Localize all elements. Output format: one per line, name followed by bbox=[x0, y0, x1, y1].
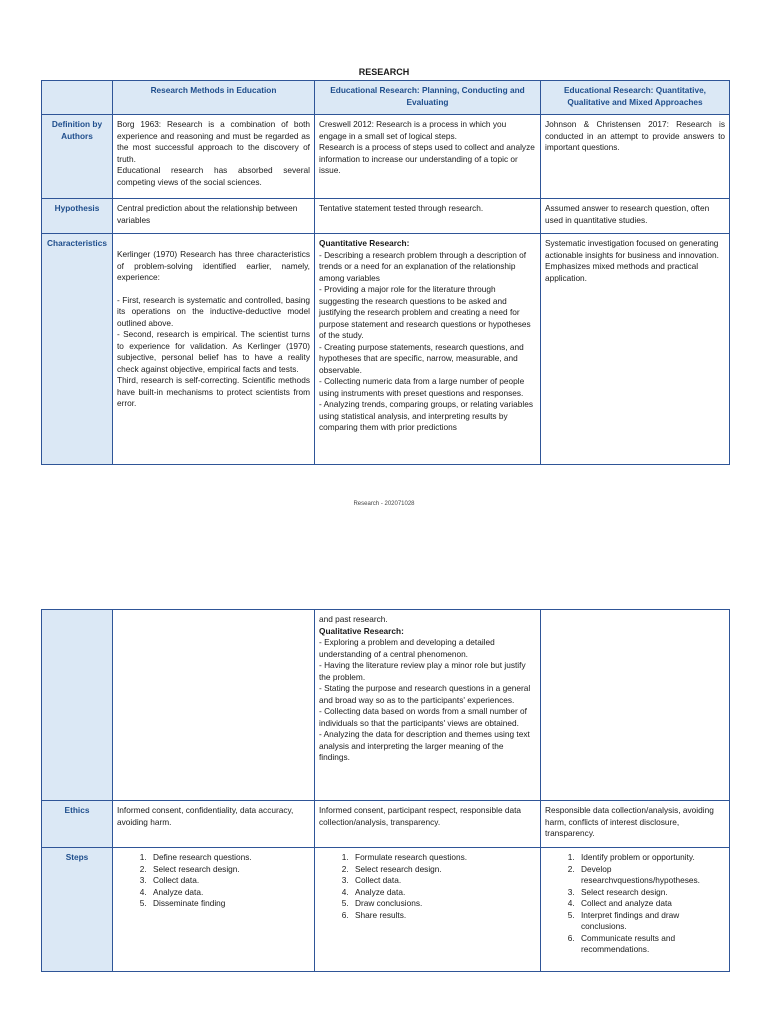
document-title: RESEARCH bbox=[358, 67, 410, 77]
steps-col-2-item: 5. Draw conclusions. bbox=[351, 898, 536, 910]
qualitative-heading: Qualitative Research: bbox=[319, 625, 404, 636]
steps-col-2-item: 4. Analyze data. bbox=[351, 887, 536, 899]
header-col-3: Educational Research: Quantitative, Qualitative and Mixed Approaches bbox=[541, 81, 730, 115]
hypothesis-col-2: Tentative statement tested through research. bbox=[315, 199, 541, 234]
characteristics-col-2-p2: - Providing a major role for the literature through suggesting the research questions to be asked and justifying the research problem and creating a need for purpose statement and research questions or hypotheses of the study. bbox=[319, 284, 531, 340]
steps-label: Steps bbox=[42, 848, 113, 972]
research-table-part-2 bbox=[41, 609, 730, 972]
continuation-col-2-p2: - Having the literature review play a minor role but justify the problem. bbox=[319, 660, 526, 682]
continuation-col-3 bbox=[541, 610, 730, 801]
hypothesis-label: Hypothesis bbox=[42, 199, 113, 234]
steps-col-3-item: 2. Develop researchvquestions/hypotheses. bbox=[577, 864, 725, 887]
continuation-col-2-p5: - Analyzing the data for description and themes using text analysis and interpreting the larger meaning of the findings. bbox=[319, 729, 530, 762]
continuation-col-2-p4: - Collecting data based on words from a small number of individuals so that the participants' views are obtained. bbox=[319, 706, 527, 728]
definition-col-2-p1: Creswell 2012: Research is a process in which you engage in a small set of logical steps. bbox=[319, 119, 507, 141]
steps-col-3-item: 4. Collect and analyze data bbox=[577, 898, 725, 910]
characteristics-col-2-p1: - Describing a research problem through a description of trends or a need for an explanation of the relationship among variables bbox=[319, 249, 527, 283]
definition-col-1-p2: Educational research has absorbed several competing views of the social sciences. bbox=[117, 165, 310, 187]
characteristics-col-1-p2: - First, research is systematic and controlled, basing its operations on the inductive-deductive model outlined above. bbox=[117, 294, 310, 328]
steps-col-3-item: 5. Interpret findings and draw conclusions. bbox=[577, 910, 725, 933]
characteristics-col-1-p1: Kerlinger (1970) Research has three characteristics of problem-solving identified earlier, namely, experience: bbox=[117, 249, 310, 282]
steps-col-2 bbox=[315, 848, 541, 972]
hypothesis-col-1: Central prediction about the relationship between variables bbox=[113, 199, 315, 234]
characteristics-col-2-p4: - Collecting numeric data from a large number of people using instruments with preset questions and responses. bbox=[319, 376, 525, 398]
steps-col-3 bbox=[541, 848, 730, 972]
header-row bbox=[42, 81, 730, 115]
steps-col-1-item: 2. Select research design. bbox=[149, 864, 310, 876]
header-col-1: Research Methods in Education bbox=[113, 81, 315, 115]
steps-col-3-item: 1. Identify problem or opportunity. bbox=[577, 852, 725, 864]
definition-row bbox=[42, 115, 730, 199]
continuation-top-line: and past research. bbox=[319, 614, 388, 624]
characteristics-col-1 bbox=[113, 234, 315, 465]
header-blank bbox=[42, 81, 113, 115]
characteristics-col-2 bbox=[315, 234, 541, 465]
steps-col-2-item: 1. Formulate research questions. bbox=[351, 852, 536, 864]
continuation-col-2-p1: - Exploring a problem and developing a detailed understanding of a central phenomenon. bbox=[319, 637, 495, 659]
definition-col-1-p1: Borg 1963: Research is a combination of both experience and reasoning and must be regarded as the most successful approach to the discovery of truth. bbox=[117, 119, 310, 164]
ethics-label: Ethics bbox=[42, 801, 113, 848]
steps-col-2-item: 2. Select research design. bbox=[351, 864, 536, 876]
characteristics-col-2-p5: - Analyzing trends, comparing groups, or relating variables using statistical analysis, and interpreting results by comparing them with prior predictions bbox=[319, 399, 533, 432]
steps-row bbox=[42, 848, 730, 972]
continuation-label bbox=[42, 610, 113, 801]
quantitative-heading: Quantitative Research: bbox=[319, 238, 410, 248]
steps-col-1-item: 1. Define research questions. bbox=[149, 852, 310, 864]
continuation-col-2-p3: - Stating the purpose and research questions in a general and broad way so as to the participants' experiences. bbox=[319, 683, 531, 705]
ethics-col-1: Informed consent, confidentiality, data accuracy, avoiding harm. bbox=[113, 801, 315, 848]
definition-label: Definition by Authors bbox=[42, 115, 113, 199]
definition-col-2 bbox=[315, 115, 541, 199]
definition-col-3: Johnson & Christensen 2017: Research is conducted in an attempt to provide answers to important questions. bbox=[541, 115, 730, 199]
steps-col-2-item: 6. Share results. bbox=[351, 910, 536, 922]
steps-col-1-item: 5. Disseminate finding bbox=[149, 898, 310, 910]
characteristics-col-1-p3: - Second, research is empirical. The scientist turns to experience for validation. As Kerlinger (1970) subjective, personal belief has to have a reality check against objective, empirical facts and tests. bbox=[117, 329, 310, 374]
continuation-col-1 bbox=[113, 610, 315, 801]
characteristics-col-3: Systematic investigation focused on generating actionable insights for business and innovation. Emphasizes mixed methods and practical application. bbox=[541, 234, 730, 465]
continuation-col-2 bbox=[315, 610, 541, 801]
hypothesis-row bbox=[42, 199, 730, 234]
steps-col-1 bbox=[113, 848, 315, 972]
characteristics-col-1-p4: Third, research is self-correcting. Scientific methods have built-in mechanisms to protect scientists from error. bbox=[117, 375, 310, 408]
research-table-part-1 bbox=[41, 80, 730, 465]
ethics-col-3: Responsible data collection/analysis, avoiding harm, conflicts of interest disclosure, transparency. bbox=[541, 801, 730, 848]
steps-col-3-item: 3. Select research design. bbox=[577, 887, 725, 899]
steps-col-2-item: 3. Collect data. bbox=[351, 875, 536, 887]
steps-col-1-item: 4. Analyze data. bbox=[149, 887, 310, 899]
ethics-row bbox=[42, 801, 730, 848]
steps-col-1-item: 3. Collect data. bbox=[149, 875, 310, 887]
characteristics-row bbox=[42, 234, 730, 465]
characteristics-col-2-p3: - Creating purpose statements, research questions, and hypotheses that are specific, narrow, measurable, and observable. bbox=[319, 341, 524, 375]
definition-col-2-p2: Research is a process of steps used to collect and analyze information to increase our understanding of a topic or issue. bbox=[319, 142, 535, 175]
ethics-col-2: Informed consent, participant respect, responsible data collection/analysis, transparency. bbox=[315, 801, 541, 848]
characteristics-label: Characteristics bbox=[42, 234, 113, 465]
hypothesis-col-3: Assumed answer to research question, often used in quantitative studies. bbox=[541, 199, 730, 234]
header-col-2: Educational Research: Planning, Conducting and Evaluating bbox=[315, 81, 541, 115]
steps-col-3-item: 6. Communicate results and recommendations. bbox=[577, 933, 725, 956]
page-footer: Research - 202071028 bbox=[353, 501, 415, 507]
continuation-row bbox=[42, 610, 730, 801]
definition-col-1 bbox=[113, 115, 315, 199]
